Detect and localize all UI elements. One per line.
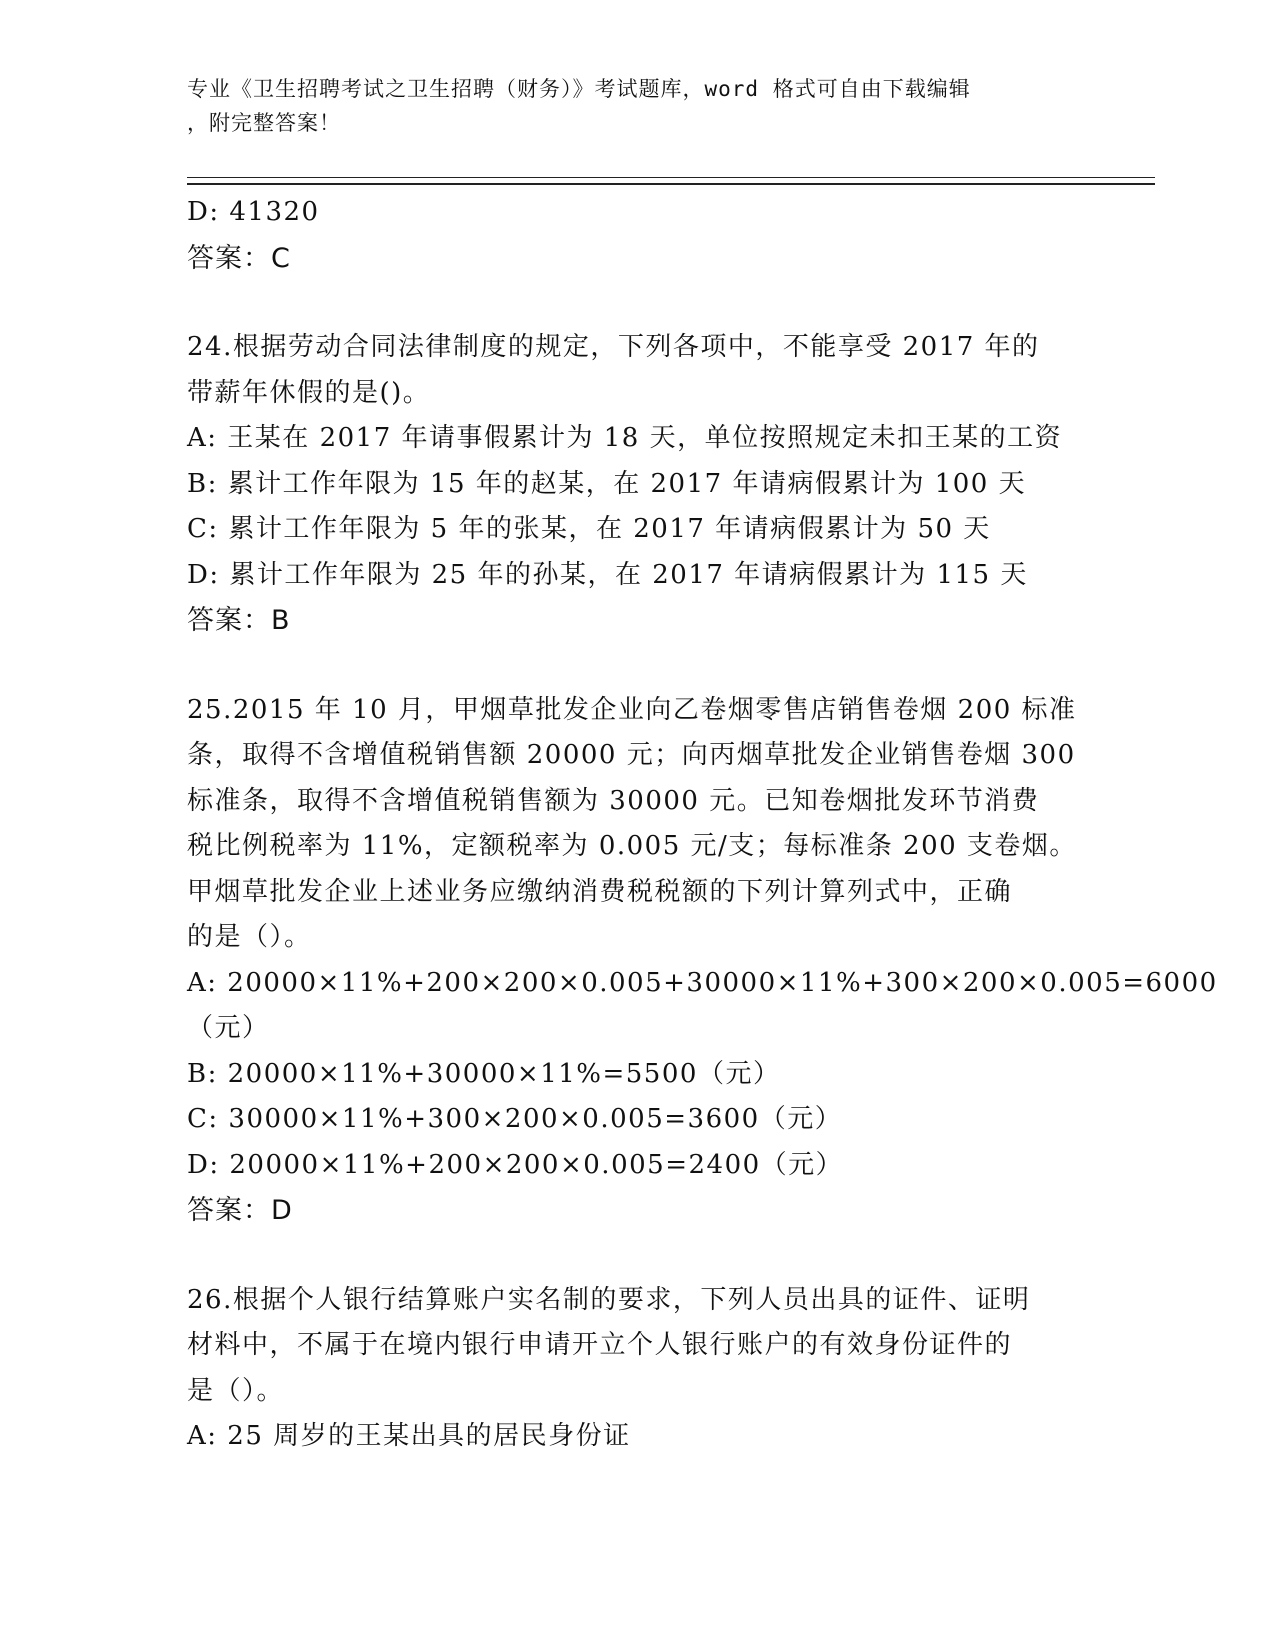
- question-stem-line: 带薪年休假的是()。: [187, 377, 431, 408]
- question-24: [187, 325, 1087, 644]
- option-a: A: 王某在 2017 年请事假累计为 18 天，单位按照规定未扣王某的工资: [187, 423, 1063, 453]
- question-stem-line: 25.2015 年 10 月，甲烟草批发企业向乙卷烟零售店销售卷烟 200 标准: [187, 694, 1077, 725]
- header-divider: [187, 177, 1155, 185]
- question-stem-line: 是（）。: [187, 1375, 285, 1406]
- question-stem-line: 标准条，取得不含增值税销售额为 30000 元。已知卷烟批发环节消费: [187, 785, 1040, 816]
- answer-line: 答案：B: [187, 605, 291, 636]
- question-content: [187, 190, 1218, 1460]
- option-d: D: 累计工作年限为 25 年的孙某，在 2017 年请病假累计为 115 天: [187, 559, 1028, 590]
- option-c: C: 累计工作年限为 5 年的张某，在 2017 年请病假累计为 50 天: [187, 514, 991, 544]
- question-stem-line: 的是（）。: [187, 922, 312, 952]
- header-title-line-2: ，附完整答案！: [187, 111, 341, 135]
- question-stem-line: 税比例税率为 11%，定额税率为 0.005 元/支；每标准条 200 支卷烟。: [187, 831, 1077, 861]
- option-a: A: 25 周岁的王某出具的居民身份证: [187, 1421, 631, 1451]
- option-c: C: 30000×11%+300×200×0.005=3600（元）: [187, 1104, 843, 1134]
- question-25: [187, 688, 1218, 1234]
- header-title-line-1: 专业《卫生招聘考试之卫生招聘（财务）》考试题库，word 格式可自由下载编辑: [187, 77, 971, 101]
- option-a: A: 20000×11%+200×200×0.005+30000×11%+300×200×0.005=6000: [187, 967, 1218, 998]
- option-d: D: 20000×11%+200×200×0.005=2400（元）: [187, 1149, 844, 1180]
- option-d: D: 41320: [187, 197, 320, 227]
- question-stem-line: 甲烟草批发企业上述业务应缴纳消费税税额的下列计算列式中，正确: [187, 876, 1013, 907]
- option-a-continuation: （元）: [187, 1013, 270, 1043]
- answer-line: 答案：C: [187, 242, 291, 274]
- question-stem-line: 材料中，不属于在境内银行申请开立个人银行账户的有效身份证件的: [187, 1330, 1013, 1360]
- document-header: [187, 72, 1067, 140]
- option-b: B: 20000×11%+30000×11%=5500（元）: [187, 1058, 781, 1089]
- question-stem-line: 条，取得不含增值税销售额 20000 元；向丙烟草批发企业销售卷烟 300: [187, 740, 1076, 770]
- option-b: B: 累计工作年限为 15 年的赵某，在 2017 年请病假累计为 100 天: [187, 468, 1027, 499]
- previous-question-tail: [187, 190, 1087, 281]
- answer-line: 答案：D: [187, 1195, 293, 1226]
- question-stem-line: 26.根据个人银行结算账户实名制的要求，下列人员出具的证件、证明: [187, 1284, 1031, 1315]
- question-26: [187, 1278, 1087, 1460]
- question-stem-line: 24.根据劳动合同法律制度的规定，下列各项中，不能享受 2017 年的: [187, 332, 1040, 362]
